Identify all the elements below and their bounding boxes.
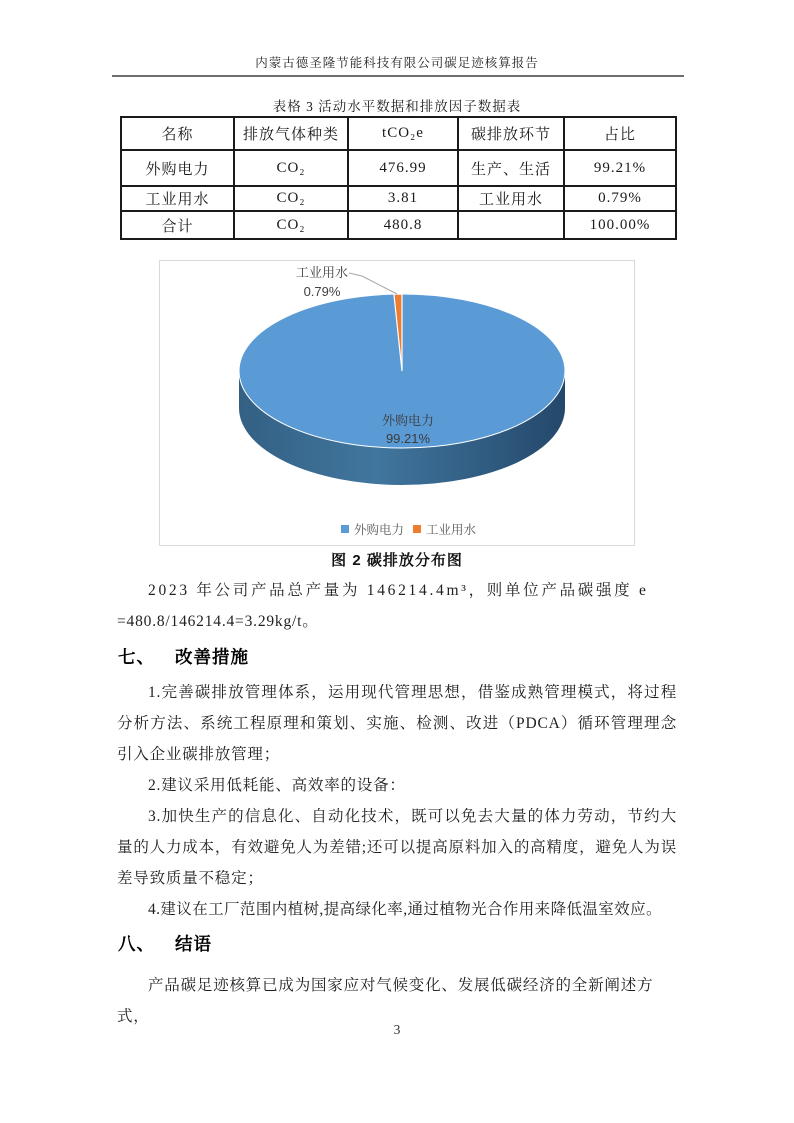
cell-stage <box>458 211 564 239</box>
cell-stage: 工业用水 <box>458 186 564 211</box>
cell-tco2e: 476.99 <box>348 150 458 186</box>
callout-label-pct: 0.79% <box>303 284 341 299</box>
inner-label-pct: 99.21% <box>385 431 431 446</box>
col-header-emission-stage: 碳排放环节 <box>458 117 564 150</box>
figure-caption: 图 2 碳排放分布图 <box>331 552 463 569</box>
paragraph-measure-3: 3.加快生产的信息化、自动化技术，既可以免去大量的体力劳动，节约大量的人力成本，有效避免人为差错;还可以提高原料加入的高精度，避免人为误差导致质量不稳定； <box>117 808 677 887</box>
carbon-distribution-pie-chart <box>160 261 634 545</box>
callout-leader-line <box>349 273 397 294</box>
col-header-tco2e: tCO₂e <box>348 117 458 150</box>
inner-label-name: 外购电力 <box>381 413 435 428</box>
paragraph-conclusion: 产品碳足迹核算已成为国家应对气候变化、发展低碳经济的全新阐述方式， <box>117 977 654 1025</box>
header-rule <box>112 75 684 77</box>
table-header-row <box>121 117 676 150</box>
legend-label-electricity: 外购电力 <box>354 523 405 537</box>
pie-chart-frame <box>159 260 635 546</box>
chart-legend <box>341 522 477 537</box>
col-header-name: 名称 <box>121 117 234 150</box>
legend-swatch-electricity <box>341 525 349 533</box>
legend-label-water: 工业用水 <box>426 523 477 537</box>
cell-share: 0.79% <box>564 186 676 211</box>
section-heading-improvements <box>118 644 249 669</box>
heading-text: 结语 <box>175 934 212 954</box>
emission-data-table <box>120 116 677 240</box>
paragraph-production-line2: =480.8/146214.4=3.29kg/t。 <box>117 613 319 630</box>
cell-gas: CO₂ <box>234 150 348 186</box>
cell-gas: CO₂ <box>234 211 348 239</box>
cell-tco2e: 3.81 <box>348 186 458 211</box>
col-header-share: 占比 <box>564 117 676 150</box>
paragraph-measure-1: 1.完善碳排放管理体系，运用现代管理思想，借鉴成熟管理模式，将过程分析方法、系统工程原理和策划、实施、检测、改进（PDCA）循环管理理念引入企业碳排放管理； <box>117 684 677 763</box>
header-title: 内蒙古德圣隆节能科技有限公司碳足迹核算报告 <box>255 56 539 70</box>
heading-number: 七、 <box>118 647 155 667</box>
page-number: 3 <box>393 1022 401 1037</box>
cell-name: 合计 <box>121 211 234 239</box>
cell-gas: CO₂ <box>234 186 348 211</box>
paragraph-measure-4: 4.建议在工厂范围内植树,提高绿化率,通过植物光合作用来降低温室效应。 <box>148 901 662 918</box>
cell-share: 99.21% <box>564 150 676 186</box>
paragraph-measure-2: 2.建议采用低耗能、高效率的设备： <box>148 777 406 794</box>
section-heading-conclusion <box>118 931 212 956</box>
heading-text: 改善措施 <box>175 647 249 667</box>
heading-number: 八、 <box>118 934 155 954</box>
paragraph-production-line1: 2023 年公司产品总产量为 146214.4m³，则单位产品碳强度 e <box>148 582 649 599</box>
table-total-row <box>121 211 676 239</box>
cell-tco2e: 480.8 <box>348 211 458 239</box>
cell-share: 100.00% <box>564 211 676 239</box>
col-header-gas-type: 排放气体种类 <box>234 117 348 150</box>
legend-swatch-water <box>413 525 421 533</box>
table-row <box>121 150 676 186</box>
cell-stage: 生产、生活 <box>458 150 564 186</box>
cell-name: 工业用水 <box>121 186 234 211</box>
callout-label-name: 工业用水 <box>295 265 349 280</box>
table-caption: 表格 3 活动水平数据和排放因子数据表 <box>272 99 522 114</box>
cell-name: 外购电力 <box>121 150 234 186</box>
table-row <box>121 186 676 211</box>
